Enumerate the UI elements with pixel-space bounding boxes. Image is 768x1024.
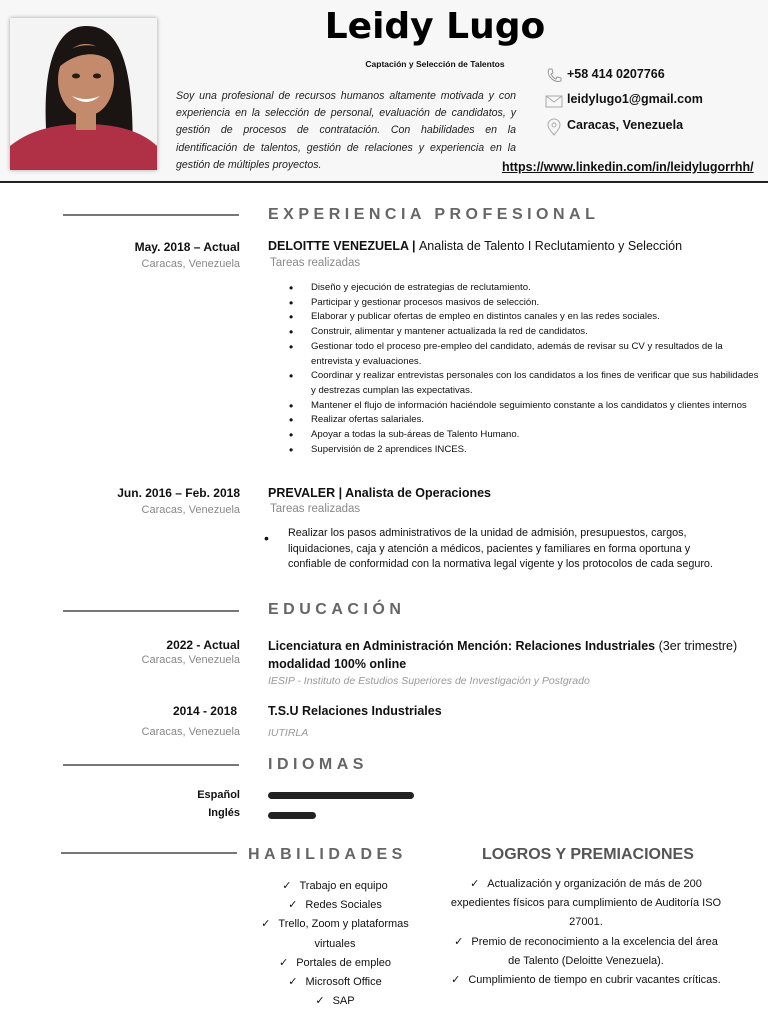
job-role: Analista de Operaciones <box>345 486 492 500</box>
list-item: ✓ Microsoft Office <box>288 976 382 989</box>
language-name: Inglés <box>208 807 240 819</box>
list-item: • Diseño y ejecución de estrategias de reclutamiento. <box>287 281 765 296</box>
list-item: • Mantener el flujo de información haciéndole seguimiento constante a los candidatos y clientes internos <box>287 399 765 414</box>
email-address[interactable]: leidylugo1@gmail.com <box>567 92 703 106</box>
bullet-icon: • <box>264 530 269 546</box>
mail-icon <box>545 92 563 110</box>
list-item: • Gestionar todo el proceso pre-empleo del candidato, además de revisar su CV y resultados de la entrevista y evaluaciones. <box>287 340 765 369</box>
list-item: • Participar y gestionar procesos masivos de selección. <box>287 296 765 311</box>
list-item: • Elaborar y publicar ofertas de empleo en distintos canales y en las redes sociales. <box>287 310 765 325</box>
candidate-subtitle: Captación y Selección de Talentos <box>365 59 505 69</box>
job-title: PREVALER | Analista de Operaciones <box>268 486 492 500</box>
check-icon: ✓ <box>261 918 271 931</box>
check-icon: ✓ <box>470 878 480 890</box>
achievements-heading: LOGROS Y PREMIACIONES <box>482 846 694 863</box>
section-divider <box>61 852 237 854</box>
list-item: • Supervisión de 2 aprendices INCES. <box>287 443 765 458</box>
degree-name: Licenciatura en Administración Mención: Relaciones Industriales <box>268 639 656 653</box>
education-location: Caracas, Venezuela <box>141 654 240 666</box>
education-degree: T.S.U Relaciones Industriales <box>268 704 442 718</box>
education-date: 2014 - 2018 <box>172 704 237 718</box>
location-pin-icon <box>545 118 563 136</box>
profile-summary: Soy una profesional de recursos humanos altamente motivada y con experiencia en la selección de personal, evaluación de candidatos, y gestión de procesos de contratación. Con habilidades en la identificación de talentos, gestión de relaciones y experiencia en la gestión de múltiples proyectos. <box>176 90 516 171</box>
tasks-label: Tareas realizadas <box>270 257 361 269</box>
section-divider <box>63 764 239 766</box>
header-divider <box>0 181 768 183</box>
job-date: Jun. 2016 – Feb. 2018 <box>117 486 240 500</box>
profile-photo <box>10 18 157 170</box>
list-item: ✓ Premio de reconocimiento a la excelencia del área de Talento (Deloitte Venezuela). <box>454 935 718 967</box>
candidate-name: Leidy Lugo <box>324 6 546 47</box>
check-icon: ✓ <box>288 976 298 989</box>
list-item: ✓ Redes Sociales <box>288 899 382 912</box>
list-item: • Realizar ofertas salariales. <box>287 413 765 428</box>
experience-heading: EXPERIENCIA PROFESIONAL <box>268 206 600 223</box>
skills-list <box>240 877 430 1011</box>
list-item: ✓ Trello, Zoom y plataformas virtuales <box>261 918 409 950</box>
phone-icon <box>545 67 563 85</box>
skills-heading: HABILIDADES <box>248 846 407 863</box>
languages-heading: IDIOMAS <box>268 756 368 773</box>
linkedin-link[interactable]: https://www.linkedin.com/in/leidylugorrhh/ <box>502 160 754 174</box>
check-icon: ✓ <box>451 974 461 987</box>
list-item: ✓ SAP <box>315 995 355 1008</box>
list-item: ✓ Cumplimiento de tiempo en cubrir vacantes críticas. <box>451 974 721 987</box>
language-name: Español <box>197 789 240 801</box>
section-divider <box>63 214 239 216</box>
language-level-bar <box>268 812 316 819</box>
list-item: • Coordinar y realizar entrevistas personales con los candidatos a los fines de verificar que sus habilidades y destrezas cumplan las expectativas. <box>287 369 765 398</box>
job-location: Caracas, Venezuela <box>141 504 240 516</box>
language-level-bar <box>268 792 414 799</box>
list-item: ✓ Actualización y organización de más de 200 expedientes físicos para cumplimiento de Auditoría ISO 27001. <box>450 878 722 929</box>
list-item: ✓ Portales de empleo <box>279 956 391 969</box>
education-location: Caracas, Venezuela <box>141 726 240 738</box>
tasks-label: Tareas realizadas <box>270 503 361 515</box>
job-date: May. 2018 – Actual <box>134 240 240 254</box>
check-icon: ✓ <box>279 956 289 969</box>
education-institution: IESIP - Instituto de Estudios Superiores de Investigación y Postgrado <box>268 675 590 687</box>
degree-modality: modalidad 100% online <box>268 657 407 671</box>
job-title: DELOITTE VENEZUELA | Analista de Talento I Reclutamiento y Selección <box>268 239 683 253</box>
check-icon: ✓ <box>454 935 464 948</box>
education-date: 2022 - Actual <box>166 638 240 652</box>
section-divider <box>63 610 239 612</box>
company-name: DELOITTE VENEZUELA <box>268 239 409 253</box>
job-description: Realizar los pasos administrativos de la unidad de admisión, presupuestos, cargos, liquidaciones, caja y atención a médicos, pacientes y familiares en forma oportuna y confiable de conformidad con la normativa legal vigente y los protocolos de cada seguro. <box>288 527 713 571</box>
education-heading: EDUCACIÓN <box>268 601 406 618</box>
education-institution: IUTIRLA <box>268 727 309 739</box>
list-item: • Apoyar a todas la sub-áreas de Talento Humano. <box>287 428 765 443</box>
company-name: PREVALER <box>268 486 336 500</box>
job-role: Analista de Talento I Reclutamiento y Selección <box>418 239 683 253</box>
degree-extra: (3er trimestre) <box>658 639 738 653</box>
achievements-list <box>448 875 724 990</box>
list-item: ✓ Trabajo en equipo <box>282 880 388 892</box>
list-item: • Construir, alimentar y mantener actualizada la red de candidatos. <box>287 325 765 340</box>
check-icon: ✓ <box>288 899 298 912</box>
check-icon: ✓ <box>282 880 292 892</box>
location-text: Caracas, Venezuela <box>567 118 684 132</box>
education-degree <box>268 637 748 673</box>
task-list <box>287 281 765 457</box>
phone-number: +58 414 0207766 <box>567 67 665 81</box>
job-location: Caracas, Venezuela <box>141 258 240 270</box>
check-icon: ✓ <box>315 995 325 1008</box>
